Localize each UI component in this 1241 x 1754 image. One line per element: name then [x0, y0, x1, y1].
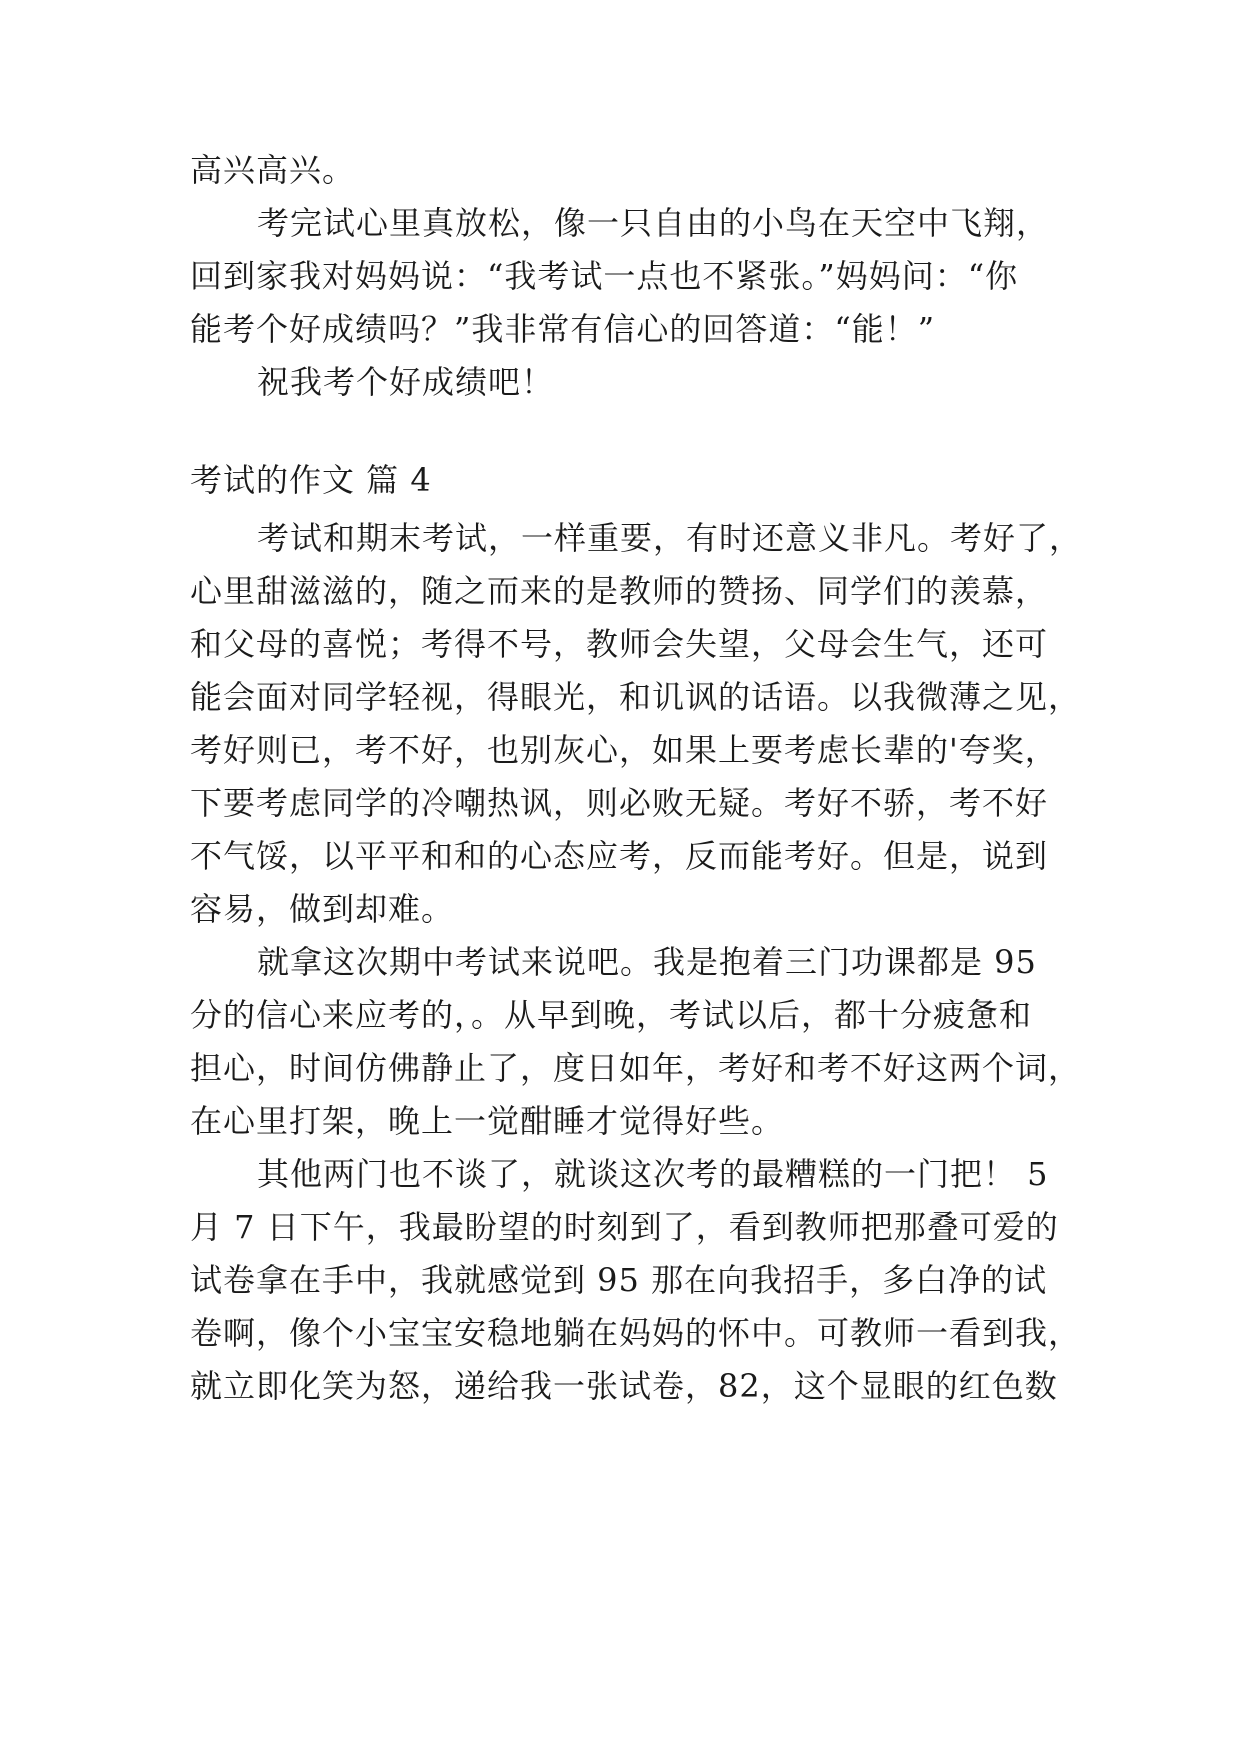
paragraph-line: 不气馁，以平平和和的心态应考，反而能考好。但是，说到 [190, 837, 1049, 875]
paragraph-line: 考试和期末考试，一样重要，有时还意义非凡。考好了， [257, 519, 1083, 557]
paragraph-line: 在心里打架，晚上一觉酣睡才觉得好些。 [190, 1102, 785, 1140]
paragraph-line: 就立即化笑为怒，递给我一张试卷，82，这个显眼的红色数 [190, 1367, 1058, 1405]
paragraph-line: 试卷拿在手中，我就感觉到 95 那在向我招手，多白净的试 [190, 1261, 1048, 1299]
paragraph-line: 考完试心里真放松，像一只自由的小鸟在天空中飞翔， [257, 204, 1050, 242]
paragraph-line: 能会面对同学轻视，得眼光，和讥讽的话语。以我微薄之见， [190, 678, 1082, 716]
paragraph-line: 考好则已，考不好，也别灰心，如果上要考虑长辈的'夸奖， [190, 731, 1058, 769]
paragraph-line: 卷啊，像个小宝宝安稳地躺在妈妈的怀中。可教师一看到我， [190, 1314, 1082, 1352]
paragraph-line: 和父母的喜悦；考得不号，教师会失望，父母会生气，还可 [190, 625, 1049, 663]
paragraph-line: 祝我考个好成绩吧！ [257, 363, 555, 401]
paragraph-line: 担心，时间仿佛静止了，度日如年，考好和考不好这两个词， [190, 1049, 1082, 1087]
section-heading: 考试的作文 篇 4 [190, 461, 432, 499]
paragraph-line: 月 7 日下午，我最盼望的时刻到了，看到教师把那叠可爱的 [190, 1208, 1059, 1246]
paragraph-line: 容易，做到却难。 [190, 890, 455, 928]
paragraph-line: 回到家我对妈妈说：“我考试一点也不紧张。”妈妈问：“你 [190, 257, 1019, 295]
paragraph-line: 高兴高兴。 [190, 151, 356, 189]
paragraph-line: 分的信心来应考的，。从早到晚，考试以后，都十分疲惫和 [190, 996, 1033, 1034]
paragraph-line: 下要考虑同学的冷嘲热讽，则必败无疑。考好不骄，考不好 [190, 784, 1049, 822]
paragraph-line: 能考个好成绩吗？”我非常有信心的回答道：“能！” [190, 310, 936, 348]
paragraph-line: 心里甜滋滋的，随之而来的是教师的赞扬、同学们的羡慕， [190, 572, 1049, 610]
paragraph-line: 其他两门也不谈了，就谈这次考的最糟糕的一门把！ 5 [257, 1155, 1049, 1193]
paragraph-line: 就拿这次期中考试来说吧。我是抱着三门功课都是 95 [257, 943, 1037, 981]
